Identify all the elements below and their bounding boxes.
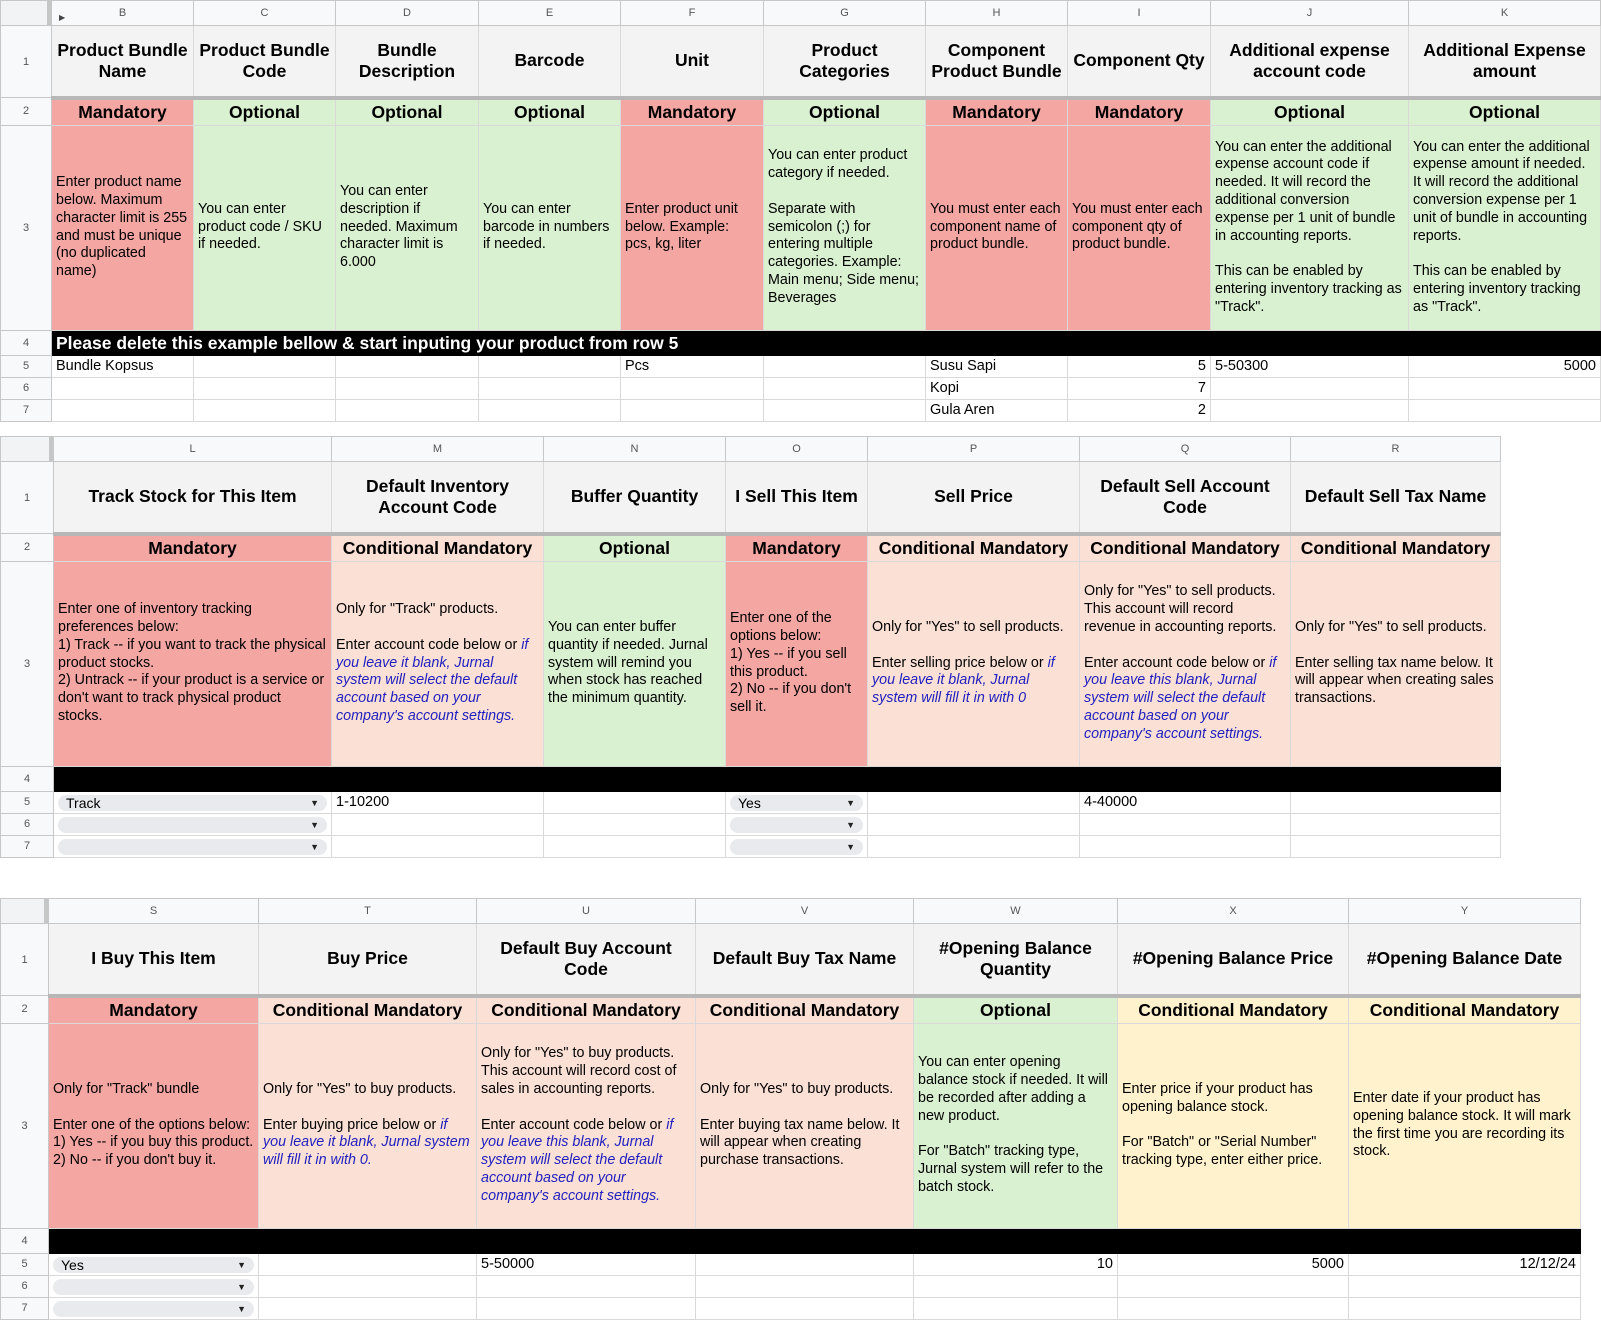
requirement-cell[interactable]: Mandatory xyxy=(54,534,332,562)
requirement-cell[interactable]: Optional xyxy=(1409,98,1601,126)
data-cell[interactable] xyxy=(764,355,926,377)
data-cell[interactable]: 5-50000 xyxy=(477,1253,696,1275)
requirement-cell[interactable]: Optional xyxy=(336,98,479,126)
data-cell[interactable]: 1-10200 xyxy=(332,791,544,813)
column-header[interactable]: T xyxy=(259,899,477,924)
description-cell[interactable]: You can enter the additional expense amount if needed. It will record the additional conversion expense per 1 unit of bundle in accounting reports. This can be enabled by entering inventory tracking as "Track". xyxy=(1409,125,1601,330)
data-cell[interactable] xyxy=(621,399,764,421)
column-header[interactable]: S xyxy=(49,899,259,924)
sheet-section-2 xyxy=(0,436,1501,858)
data-cell[interactable]: Pcs xyxy=(621,355,764,377)
description-cell[interactable]: You must enter each component qty of product bundle. xyxy=(1068,125,1211,330)
row-header[interactable]: 3 xyxy=(1,561,54,766)
row-header[interactable]: 7 xyxy=(1,399,52,421)
row-header[interactable]: 3 xyxy=(1,1023,49,1228)
dropdown-arrow-icon[interactable]: ▼ xyxy=(237,1259,246,1270)
field-header[interactable]: Component Qty xyxy=(1068,26,1211,98)
column-header[interactable]: E xyxy=(479,1,621,26)
data-cell[interactable] xyxy=(696,1275,914,1297)
row-header[interactable]: 4 xyxy=(1,766,54,791)
requirement-cell[interactable]: Conditional Mandatory xyxy=(1118,996,1349,1024)
data-cell[interactable] xyxy=(52,399,194,421)
data-cell[interactable] xyxy=(1118,1297,1349,1319)
dropdown-cell[interactable] xyxy=(54,813,332,835)
field-header[interactable]: Default Buy Account Code xyxy=(477,924,696,996)
description-cell[interactable]: You can enter product category if needed. Separate with semicolon (;) for entering multiple categories. Example: Main menu; Side menu; Beverages xyxy=(764,125,926,330)
data-cell[interactable] xyxy=(332,813,544,835)
dropdown-cell[interactable] xyxy=(54,791,332,813)
data-cell[interactable] xyxy=(764,377,926,399)
field-header[interactable]: Buy Price xyxy=(259,924,477,996)
field-header[interactable]: Default Sell Account Code xyxy=(1080,462,1291,534)
data-cell[interactable]: 4-40000 xyxy=(1080,791,1291,813)
description-cell[interactable]: You can enter the additional expense account code if needed. It will record the additional conversion expense per 1 unit of bundle in accounting reports. This can be enabled by entering inventory tracking as "Track". xyxy=(1211,125,1409,330)
data-cell[interactable] xyxy=(336,399,479,421)
requirement-cell[interactable]: Mandatory xyxy=(726,534,868,562)
field-header[interactable]: Sell Price xyxy=(868,462,1080,534)
dropdown-cell[interactable] xyxy=(49,1275,259,1297)
field-header[interactable]: Default Buy Tax Name xyxy=(696,924,914,996)
field-header[interactable]: Additional expense account code xyxy=(1211,26,1409,98)
field-header[interactable]: Product Categories xyxy=(764,26,926,98)
data-cell[interactable] xyxy=(1349,1275,1581,1297)
sheet-section-3 xyxy=(0,898,1581,1320)
data-cell[interactable] xyxy=(479,355,621,377)
column-header[interactable]: L xyxy=(54,437,332,462)
sheet-section-1 xyxy=(0,0,1601,422)
select-all-corner[interactable] xyxy=(1,899,49,924)
field-header[interactable]: Additional Expense amount xyxy=(1409,26,1601,98)
dropdown-arrow-icon[interactable]: ▼ xyxy=(310,841,319,852)
data-cell[interactable] xyxy=(259,1253,477,1275)
description-cell[interactable]: Enter product name below. Maximum character limit is 255 and must be unique (no duplicated name) xyxy=(52,125,194,330)
data-cell[interactable] xyxy=(194,377,336,399)
row-header[interactable]: 6 xyxy=(1,377,52,399)
dropdown-arrow-icon[interactable]: ▼ xyxy=(846,841,855,852)
data-cell[interactable] xyxy=(868,813,1080,835)
data-cell[interactable] xyxy=(259,1297,477,1319)
row-header[interactable]: 4 xyxy=(1,330,52,355)
data-cell[interactable] xyxy=(194,399,336,421)
row-header[interactable]: 3 xyxy=(1,125,52,330)
data-cell[interactable] xyxy=(696,1297,914,1319)
track-stock-dropdown[interactable] xyxy=(58,839,327,855)
data-cell[interactable] xyxy=(764,399,926,421)
row-header[interactable]: 6 xyxy=(1,1275,49,1297)
field-header[interactable]: Unit xyxy=(621,26,764,98)
requirement-cell[interactable]: Mandatory xyxy=(52,98,194,126)
column-header[interactable]: R xyxy=(1291,437,1501,462)
data-cell[interactable] xyxy=(477,1275,696,1297)
field-header[interactable]: Product Bundle Code xyxy=(194,26,336,98)
requirement-cell[interactable]: Optional xyxy=(764,98,926,126)
dropdown-arrow-icon[interactable]: ▼ xyxy=(846,819,855,830)
notice-banner[interactable]: Please delete this example bellow & start inputing your product from row 5 xyxy=(52,330,1601,355)
data-cell[interactable] xyxy=(1080,835,1291,857)
description-cell[interactable]: Enter product unit below. Example: pcs, kg, liter xyxy=(621,125,764,330)
column-header[interactable]: W xyxy=(914,899,1118,924)
data-cell[interactable]: 5-50300 xyxy=(1211,355,1409,377)
collapse-icon[interactable]: ▶ xyxy=(59,13,66,22)
requirement-cell[interactable]: Mandatory xyxy=(49,996,259,1024)
column-header[interactable]: K xyxy=(1409,1,1601,26)
data-cell[interactable] xyxy=(1291,791,1501,813)
field-header[interactable]: Default Sell Tax Name xyxy=(1291,462,1501,534)
data-cell[interactable] xyxy=(696,1253,914,1275)
data-cell[interactable] xyxy=(1291,835,1501,857)
data-cell[interactable]: 5000 xyxy=(1118,1253,1349,1275)
column-header[interactable]: U xyxy=(477,899,696,924)
row-header[interactable]: 7 xyxy=(1,835,54,857)
data-cell[interactable] xyxy=(1118,1275,1349,1297)
data-cell[interactable]: Susu Sapi xyxy=(926,355,1068,377)
column-header[interactable]: X xyxy=(1118,899,1349,924)
column-header[interactable]: M xyxy=(332,437,544,462)
row-header[interactable]: 6 xyxy=(1,813,54,835)
dropdown-cell[interactable] xyxy=(726,835,868,857)
requirement-cell[interactable]: Conditional Mandatory xyxy=(1080,534,1291,562)
sell-item-dropdown[interactable] xyxy=(730,817,863,833)
description-cell[interactable]: Only for "Track" products. Enter account code below or if you leave it blank, Jurnal system will select the default account based on your company's account settings. xyxy=(332,561,544,766)
row-header[interactable]: 2 xyxy=(1,996,49,1024)
column-header[interactable]: Y xyxy=(1349,899,1581,924)
data-cell[interactable] xyxy=(1409,399,1601,421)
field-header[interactable]: I Buy This Item xyxy=(49,924,259,996)
dropdown-arrow-icon[interactable]: ▼ xyxy=(846,797,855,808)
dropdown-arrow-icon[interactable]: ▼ xyxy=(310,819,319,830)
description-cell[interactable]: Only for "Yes" to sell products. Enter selling price below or if you leave it blank, Jurnal system will fill it in with 0 xyxy=(868,561,1080,766)
column-header[interactable]: H xyxy=(926,1,1068,26)
requirement-cell[interactable]: Conditional Mandatory xyxy=(259,996,477,1024)
data-cell[interactable] xyxy=(336,355,479,377)
column-header[interactable]: F xyxy=(621,1,764,26)
data-cell[interactable] xyxy=(1080,813,1291,835)
select-all-corner[interactable] xyxy=(1,437,54,462)
column-header[interactable]: O xyxy=(726,437,868,462)
dropdown-cell[interactable] xyxy=(54,835,332,857)
description-cell[interactable]: Only for "Yes" to buy products. Enter buying price below or if you leave it blank, Jurnal system will fill it in with 0. xyxy=(259,1023,477,1228)
data-cell[interactable] xyxy=(1211,399,1409,421)
description-cell[interactable]: Only for "Yes" to sell products. This account will record revenue in accounting reports. Enter account code below or if you leave this blank, Jurnal system will select the default account based on your company's account settings. xyxy=(1080,561,1291,766)
data-cell[interactable] xyxy=(479,377,621,399)
field-header[interactable]: #Opening Balance Price xyxy=(1118,924,1349,996)
buy-item-dropdown[interactable] xyxy=(53,1301,254,1317)
notice-banner[interactable] xyxy=(54,766,1501,791)
data-cell[interactable]: Gula Aren xyxy=(926,399,1068,421)
row-header[interactable]: 4 xyxy=(1,1228,49,1253)
dropdown-cell[interactable] xyxy=(49,1253,259,1275)
data-cell[interactable] xyxy=(914,1297,1118,1319)
requirement-cell[interactable]: Mandatory xyxy=(1068,98,1211,126)
field-header[interactable]: Buffer Quantity xyxy=(544,462,726,534)
requirement-cell[interactable]: Mandatory xyxy=(621,98,764,126)
data-cell[interactable]: 2 xyxy=(1068,399,1211,421)
requirement-cell[interactable]: Optional xyxy=(1211,98,1409,126)
data-cell[interactable] xyxy=(1291,813,1501,835)
column-header[interactable]: V xyxy=(696,899,914,924)
data-cell[interactable] xyxy=(544,835,726,857)
requirement-cell[interactable]: Optional xyxy=(194,98,336,126)
row-header[interactable]: 1 xyxy=(1,924,49,996)
requirement-cell[interactable]: Optional xyxy=(479,98,621,126)
row-header[interactable]: 1 xyxy=(1,462,54,534)
requirement-cell[interactable]: Conditional Mandatory xyxy=(477,996,696,1024)
column-header-row xyxy=(1,437,1501,462)
field-header[interactable]: Component Product Bundle xyxy=(926,26,1068,98)
column-header[interactable]: P xyxy=(868,437,1080,462)
column-header[interactable]: C xyxy=(194,1,336,26)
data-cell[interactable] xyxy=(868,791,1080,813)
data-cell[interactable]: 7 xyxy=(1068,377,1211,399)
data-cell[interactable] xyxy=(544,791,726,813)
field-header[interactable]: Product Bundle Name xyxy=(52,26,194,98)
description-cell[interactable]: You must enter each component name of product bundle. xyxy=(926,125,1068,330)
row-header[interactable]: 1 xyxy=(1,26,52,98)
row-header[interactable]: 5 xyxy=(1,791,54,813)
sell-item-dropdown[interactable]: Yes ▼ xyxy=(730,795,863,811)
requirement-cell[interactable]: Optional xyxy=(544,534,726,562)
data-cell[interactable] xyxy=(868,835,1080,857)
data-cell[interactable] xyxy=(336,377,479,399)
data-cell[interactable] xyxy=(1211,377,1409,399)
data-cell[interactable] xyxy=(544,813,726,835)
description-cell[interactable]: You can enter barcode in numbers if needed. xyxy=(479,125,621,330)
row-header[interactable]: 5 xyxy=(1,355,52,377)
field-header[interactable]: I Sell This Item xyxy=(726,462,868,534)
data-cell[interactable] xyxy=(259,1275,477,1297)
row-header[interactable]: 2 xyxy=(1,534,54,562)
description-cell[interactable]: You can enter opening balance stock if needed. It will be recorded after adding a new product. For "Batch" tracking type, Jurnal system will refer to the batch stock. xyxy=(914,1023,1118,1228)
data-cell[interactable]: 5 xyxy=(1068,355,1211,377)
description-cell[interactable]: You can enter buffer quantity if needed. Jurnal system will remind you when stock has reached the minimum quantity. xyxy=(544,561,726,766)
requirement-cell[interactable]: Conditional Mandatory xyxy=(332,534,544,562)
row-header[interactable]: 5 xyxy=(1,1253,49,1275)
data-cell[interactable] xyxy=(52,377,194,399)
data-cell[interactable]: Kopi xyxy=(926,377,1068,399)
requirement-cell[interactable]: Mandatory xyxy=(926,98,1068,126)
row-header[interactable]: 2 xyxy=(1,98,52,126)
description-cell[interactable]: You can enter description if needed. Maximum character limit is 6.000 xyxy=(336,125,479,330)
dropdown-arrow-icon[interactable]: ▼ xyxy=(237,1303,246,1314)
column-header-row xyxy=(1,1,1601,26)
data-cell[interactable] xyxy=(914,1275,1118,1297)
field-header[interactable]: Bundle Description xyxy=(336,26,479,98)
data-cell[interactable]: Bundle Kopsus xyxy=(52,355,194,377)
data-cell[interactable] xyxy=(479,399,621,421)
track-stock-dropdown[interactable]: Track ▼ xyxy=(58,795,327,811)
dropdown-cell[interactable] xyxy=(726,813,868,835)
description-cell[interactable]: Enter one of inventory tracking preferences below: 1) Track -- if you want to track the physical product stocks. 2) Untrack -- if your product is a service or don't want to track physical product stocks. xyxy=(54,561,332,766)
column-header[interactable]: G xyxy=(764,1,926,26)
sell-item-dropdown[interactable] xyxy=(730,839,863,855)
column-header-row xyxy=(1,899,1581,924)
description-cell[interactable]: Only for "Yes" to buy products. Enter buying tax name below. It will appear when creating purchase transactions. xyxy=(696,1023,914,1228)
column-header[interactable]: D xyxy=(336,1,479,26)
data-cell[interactable] xyxy=(194,355,336,377)
column-header[interactable]: I xyxy=(1068,1,1211,26)
field-header[interactable]: #Opening Balance Quantity xyxy=(914,924,1118,996)
column-header[interactable]: B xyxy=(52,1,194,26)
dropdown-arrow-icon[interactable]: ▼ xyxy=(310,797,319,808)
description-cell[interactable]: Only for "Yes" to buy products. This account will record cost of sales in accounting reports. Enter account code below or if you leave this blank, Jurnal system will select the default account based on your company's account settings. xyxy=(477,1023,696,1228)
description-cell[interactable]: Enter date if your product has opening balance stock. It will mark the first time you are recording its stock. xyxy=(1349,1023,1581,1228)
description-cell[interactable]: Enter one of the options below: 1) Yes -- if you sell this product. 2) No -- if you don't sell it. xyxy=(726,561,868,766)
dropdown-cell[interactable] xyxy=(49,1297,259,1319)
requirement-cell[interactable]: Conditional Mandatory xyxy=(1349,996,1581,1024)
requirement-cell[interactable]: Optional xyxy=(914,996,1118,1024)
field-header[interactable]: #Opening Balance Date xyxy=(1349,924,1581,996)
field-header[interactable]: Barcode xyxy=(479,26,621,98)
select-all-corner[interactable] xyxy=(1,1,66,26)
notice-banner[interactable] xyxy=(49,1228,1581,1253)
data-cell[interactable] xyxy=(1349,1297,1581,1319)
data-cell[interactable] xyxy=(621,377,764,399)
requirement-cell[interactable]: Conditional Mandatory xyxy=(1291,534,1501,562)
description-cell[interactable]: Enter price if your product has opening balance stock. For "Batch" or "Serial Number" tracking type, enter either price. xyxy=(1118,1023,1349,1228)
data-cell[interactable] xyxy=(1409,377,1601,399)
requirement-cell[interactable]: Conditional Mandatory xyxy=(868,534,1080,562)
description-cell[interactable]: Only for "Track" bundle Enter one of the options below: 1) Yes -- if you buy this product. 2) No -- if you don't buy it. xyxy=(49,1023,259,1228)
buy-item-dropdown[interactable]: Yes ▼ xyxy=(53,1257,254,1273)
data-cell[interactable]: 12/12/24 xyxy=(1349,1253,1581,1275)
description-cell[interactable]: Only for "Yes" to sell products. Enter selling tax name below. It will appear when creating sales transactions. xyxy=(1291,561,1501,766)
column-header[interactable]: Q xyxy=(1080,437,1291,462)
dropdown-arrow-icon[interactable]: ▼ xyxy=(237,1281,246,1292)
row-header[interactable]: 7 xyxy=(1,1297,49,1319)
column-header[interactable]: J xyxy=(1211,1,1409,26)
field-header[interactable]: Track Stock for This Item xyxy=(54,462,332,534)
requirement-cell[interactable]: Conditional Mandatory xyxy=(696,996,914,1024)
data-cell[interactable] xyxy=(332,835,544,857)
dropdown-cell[interactable] xyxy=(726,791,868,813)
data-cell[interactable] xyxy=(477,1297,696,1319)
track-stock-dropdown[interactable] xyxy=(58,817,327,833)
buy-item-dropdown[interactable] xyxy=(53,1279,254,1295)
data-cell[interactable]: 10 xyxy=(914,1253,1118,1275)
field-header[interactable]: Default Inventory Account Code xyxy=(332,462,544,534)
column-header[interactable]: N xyxy=(544,437,726,462)
description-cell[interactable]: You can enter product code / SKU if needed. xyxy=(194,125,336,330)
data-cell[interactable]: 5000 xyxy=(1409,355,1601,377)
